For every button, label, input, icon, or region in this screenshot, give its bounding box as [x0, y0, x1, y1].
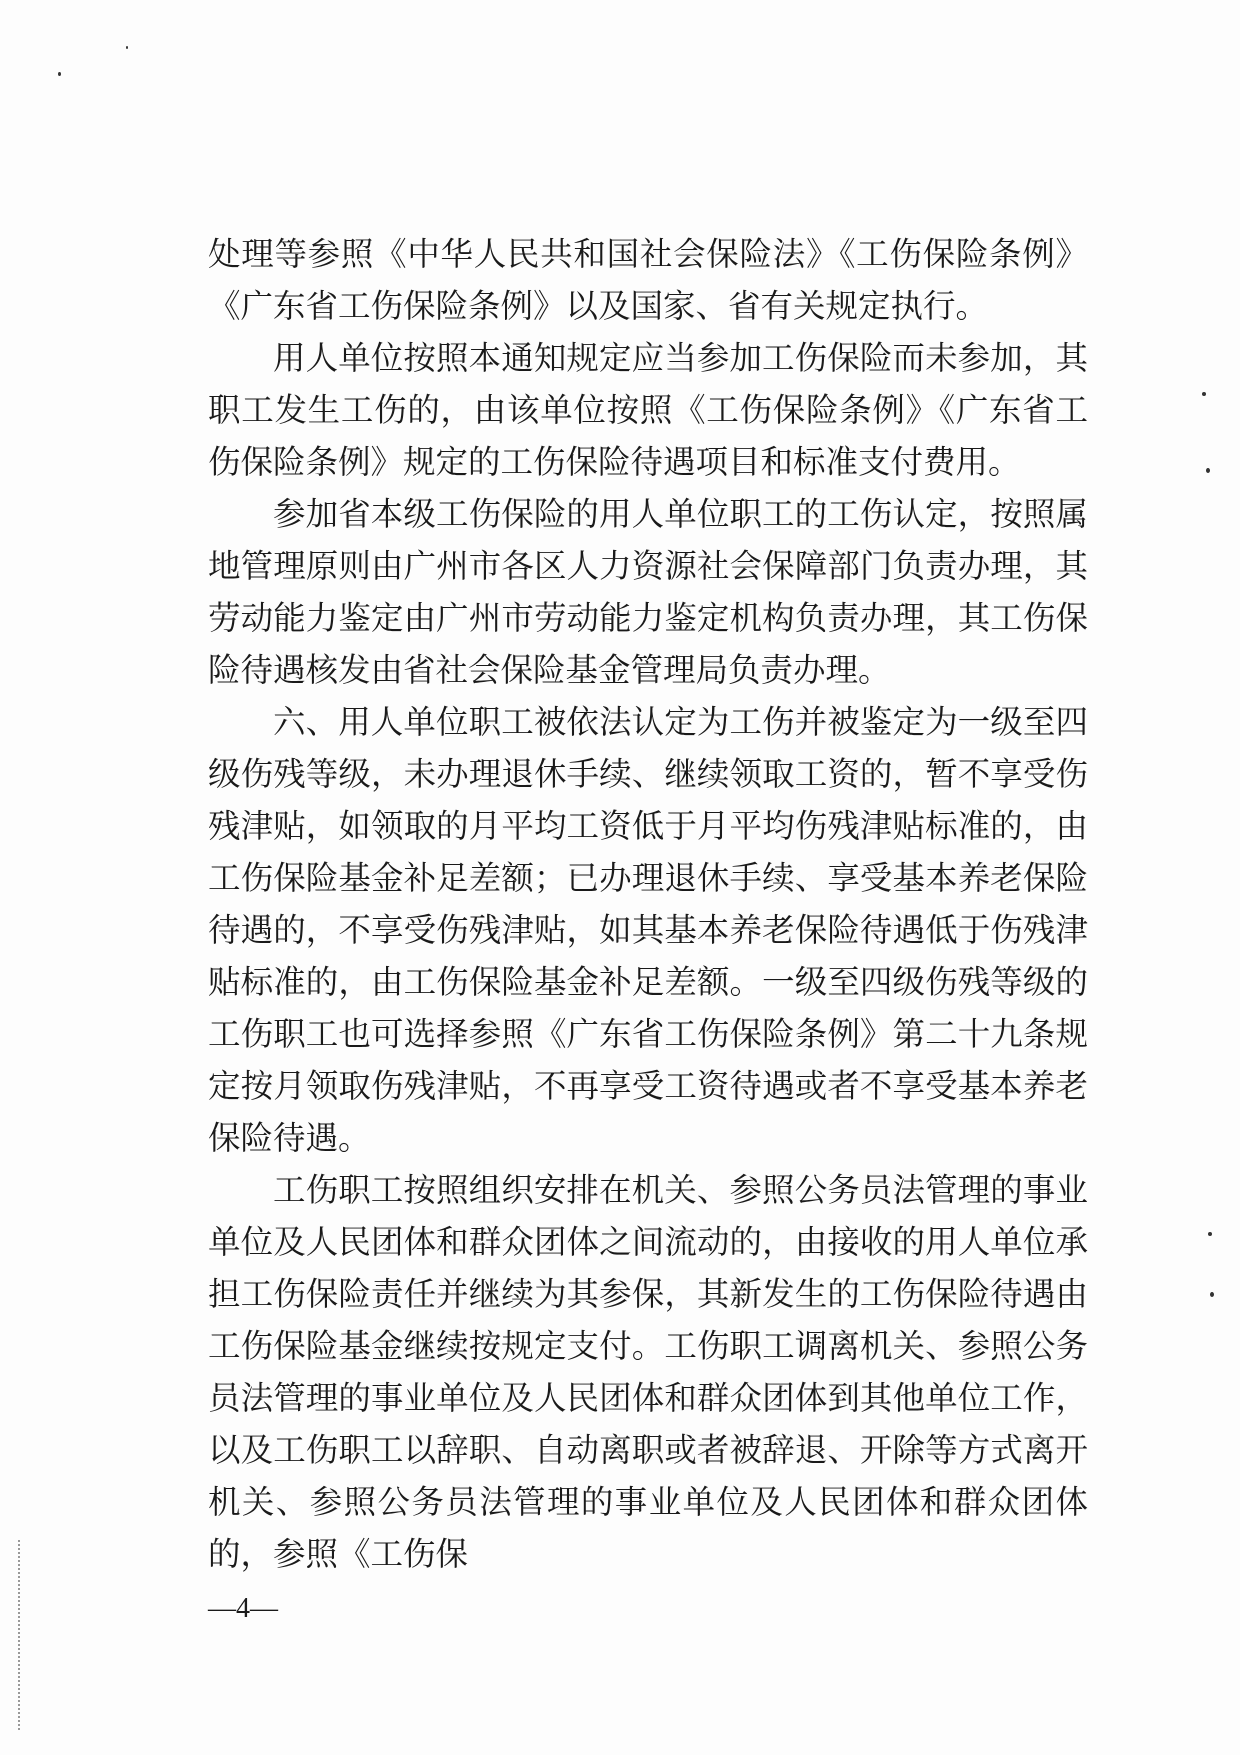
paragraph-provincial-injury-determination: 参加省本级工伤保险的用人单位职工的工伤认定，按照属地管理原则由广州市各区人力资源社会保障部门负责办理，其劳动能力鉴定由广州市劳动能力鉴定机构负责办理，其工伤保险待遇核发由省社会保险基金管理局负责办理。 [208, 495, 1088, 689]
scan-speck [1206, 468, 1210, 473]
paragraph-employee-transfer: 工伤职工按照组织安排在机关、参照公务员法管理的事业单位及人民团体和群众团体之间流动的，由接收的用人单位承担工伤保险责任并继续为其参保，其新发生的工伤保险待遇由工伤保险基金继续按规定支付。工伤职工调离机关、参照公务员法管理的事业单位及人民团体和群众团体到其他单位工作，以及工伤职工以辞职、自动离职或者被辞退、开除等方式离开机关、参照公务员法管理的事业单位及人民团体和群众团体的，参照《工伤保 [208, 1171, 1088, 1573]
scan-speck [1210, 1292, 1214, 1297]
scan-speck [58, 72, 61, 76]
scan-speck [126, 46, 128, 49]
scan-edge-marks [18, 1540, 23, 1730]
page-number: —4— [208, 1593, 278, 1624]
paragraph-continuation: 处理等参照《中华人民共和国社会保险法》《工伤保险条例》《广东省工伤保险条例》以及国家、省有关规定执行。 [208, 235, 1088, 325]
document-body [208, 228, 1088, 1580]
paragraph-section-six: 六、用人单位职工被依法认定为工伤并被鉴定为一级至四级伤残等级，未办理退休手续、继续领取工资的，暂不享受伤残津贴，如领取的月平均工资低于月平均伤残津贴标准的，由工伤保险基金补足差额；已办理退休手续、享受基本养老保险待遇的，不享受伤残津贴，如其基本养老保险待遇低于伤残津贴标准的，由工伤保险基金补足差额。一级至四级伤残等级的工伤职工也可选择参照《广东省工伤保险条例》第二十九条规定按月领取伤残津贴，不再享受工资待遇或者不享受基本养老保险待遇。 [208, 703, 1088, 1157]
paragraph-uninsured-employer: 用人单位按照本通知规定应当参加工伤保险而未参加，其职工发生工伤的，由该单位按照《工伤保险条例》《广东省工伤保险条例》规定的工伤保险待遇项目和标准支付费用。 [208, 339, 1088, 481]
scan-speck [1208, 1232, 1212, 1236]
scan-speck [1202, 392, 1206, 396]
